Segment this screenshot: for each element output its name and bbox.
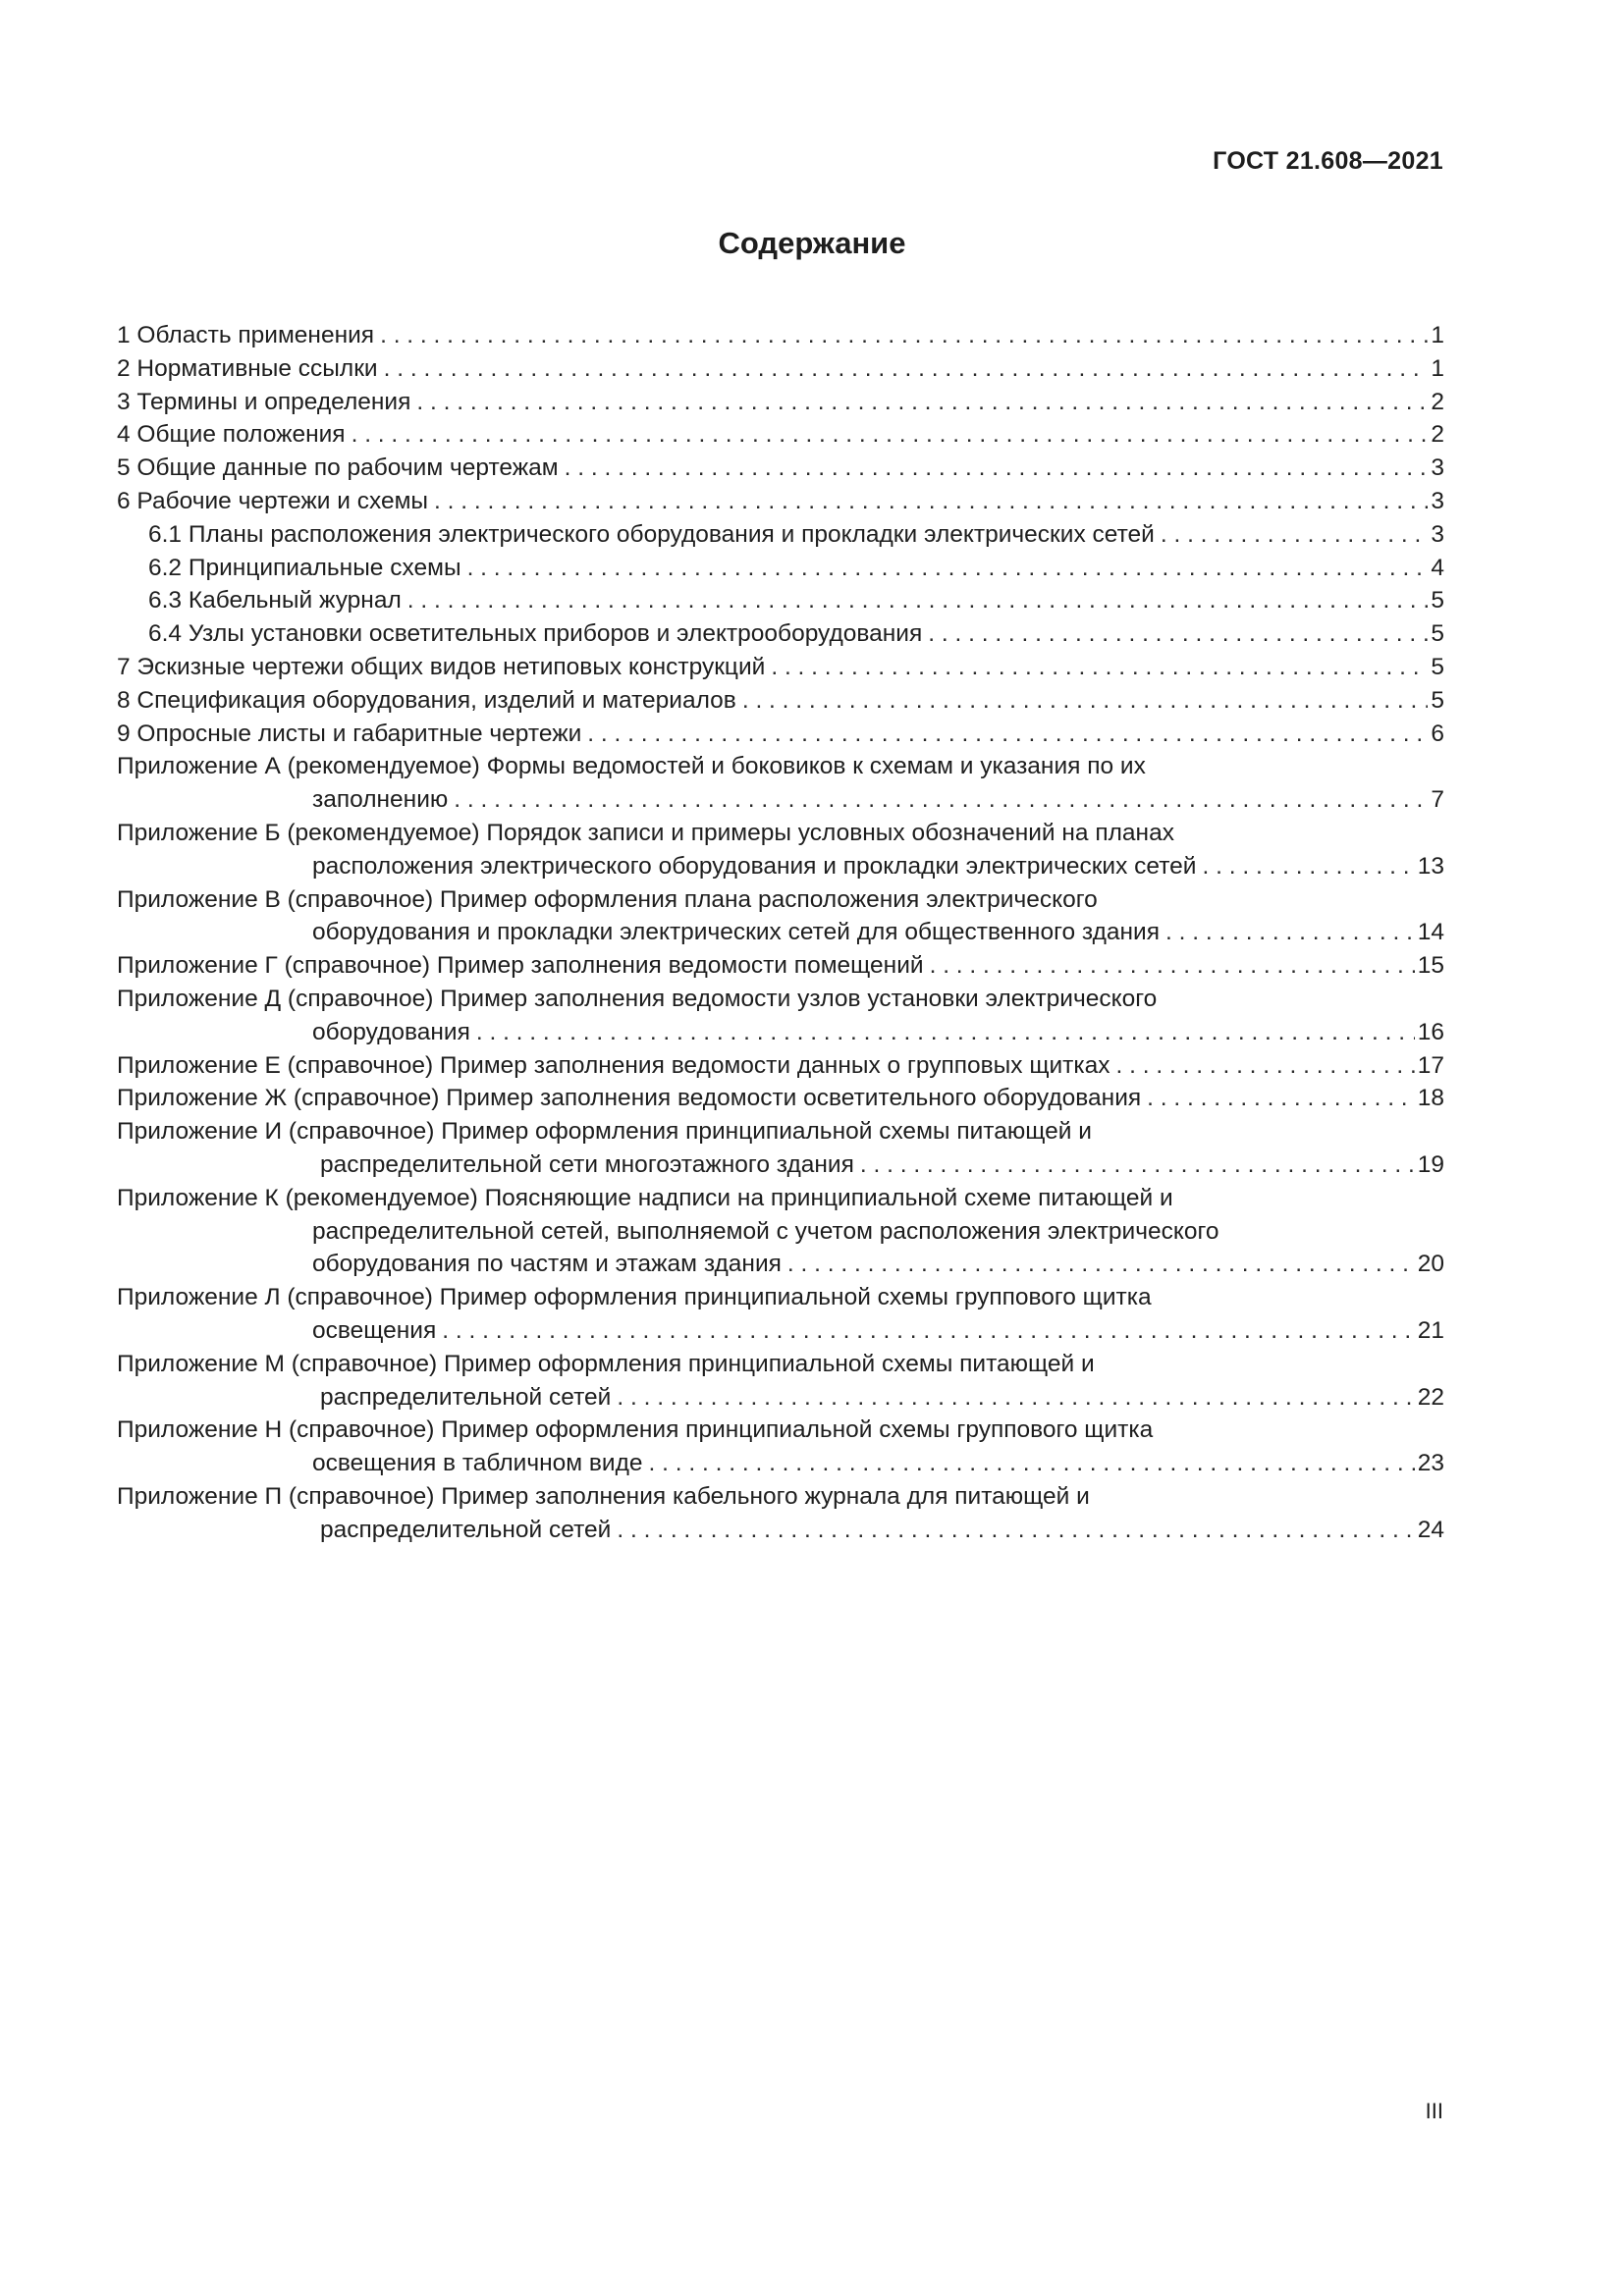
toc-entry-title-line: распределительной сетей, выполняемой с учетом расположения электрического — [312, 1217, 1219, 1245]
toc-entry-page: 5 — [1431, 686, 1444, 714]
dot-leader — [352, 418, 1429, 452]
dot-leader — [1161, 518, 1429, 552]
dot-leader — [416, 386, 1428, 419]
toc-entry-page: 1 — [1431, 322, 1444, 348]
toc-entry-page: 5 — [1431, 620, 1444, 648]
toc-entry[interactable] — [117, 684, 1444, 718]
toc-entry-title-line: Приложение Е (справочное) Пример заполнения ведомости данных о групповых щитках — [117, 1051, 1110, 1079]
toc-entry[interactable] — [117, 352, 1444, 386]
toc-entry-title-line: Приложение Ж (справочное) Пример заполнения ведомости осветительного оборудования — [117, 1085, 1142, 1112]
toc-entry-page: 3 — [1431, 454, 1444, 482]
toc-entry[interactable] — [117, 1480, 1444, 1547]
toc-entry-page: 19 — [1417, 1150, 1444, 1178]
toc-entry[interactable] — [117, 718, 1444, 751]
toc-entry-title-line: 4 Общие положения — [117, 421, 346, 449]
toc-entry-page: 18 — [1417, 1085, 1444, 1112]
dot-leader — [617, 1381, 1414, 1415]
toc-entry[interactable] — [117, 418, 1444, 452]
dot-leader — [1203, 850, 1415, 883]
toc-entry-page: 23 — [1417, 1450, 1444, 1477]
toc-entry-page: 4 — [1431, 554, 1444, 581]
toc-entry-title-line: заполнению — [312, 786, 449, 814]
toc-entry[interactable] — [117, 386, 1444, 419]
toc-entry-page: 3 — [1431, 520, 1444, 548]
toc-title: Содержание — [718, 226, 906, 260]
toc-entry[interactable] — [117, 1414, 1444, 1480]
toc-entry-page: 17 — [1417, 1051, 1444, 1079]
toc-entry-title-line: Приложение Л (справочное) Пример оформления принципиальной схемы группового щитка — [117, 1284, 1152, 1311]
page-number: III — [1425, 2099, 1443, 2123]
toc-entry-title-line: Приложение Н (справочное) Пример оформления принципиальной схемы группового щитка — [117, 1416, 1154, 1444]
toc-entry[interactable] — [117, 883, 1444, 950]
toc-entry-title-line: оборудования по частям и этажам здания — [312, 1251, 782, 1278]
dot-leader — [1165, 916, 1415, 949]
toc-entry[interactable] — [117, 1082, 1444, 1115]
toc-entry[interactable] — [117, 552, 1444, 585]
dot-leader — [771, 651, 1428, 684]
toc-entry-title-line: Приложение Б (рекомендуемое) Порядок записи и примеры условных обозначений на планах — [117, 819, 1174, 846]
dot-leader — [1147, 1082, 1415, 1115]
toc-entry-page: 24 — [1417, 1516, 1444, 1543]
toc-entry-title-line: освещения в табличном виде — [312, 1450, 643, 1477]
toc-entry[interactable] — [117, 1348, 1444, 1415]
toc-entry[interactable] — [117, 949, 1444, 983]
toc-entry-title-line: Приложение П (справочное) Пример заполнения кабельного журнала для питающей и — [117, 1482, 1090, 1510]
toc-entry-title-line: 3 Термины и определения — [117, 388, 411, 415]
toc-entry-title-line: 6.4 Узлы установки осветительных приборов и электрооборудования — [148, 620, 923, 648]
toc-entry-title-line: 7 Эскизные чертежи общих видов нетиповых конструкций — [117, 653, 766, 680]
toc-entry-page: 16 — [1417, 1018, 1444, 1045]
toc-entry-title-line: Приложение К (рекомендуемое) Поясняющие надписи на принципиальной схеме питающей и — [117, 1184, 1173, 1211]
toc-entry-title-line: распределительной сетей — [320, 1383, 612, 1411]
dot-leader — [476, 1016, 1415, 1049]
toc-entry-title-line: 6.2 Принципиальные схемы — [148, 554, 461, 581]
toc-entry-title-line: 6.1 Планы расположения электрического оборудования и прокладки электрических сетей — [148, 520, 1155, 548]
dot-leader — [617, 1514, 1414, 1547]
toc-entry[interactable] — [117, 1115, 1444, 1182]
toc-entry-title-line: 9 Опросные листы и габаритные чертежи — [117, 720, 582, 747]
toc-entry-title-line: 6 Рабочие чертежи и схемы — [117, 487, 429, 514]
toc-entry[interactable] — [117, 1182, 1444, 1281]
toc-entry-page: 3 — [1431, 487, 1444, 514]
dot-leader — [930, 949, 1415, 983]
toc-entry-page: 5 — [1431, 653, 1444, 680]
toc-entry-title-line: Приложение В (справочное) Пример оформления плана расположения электрического — [117, 885, 1098, 913]
toc-entry-title-line: 1 Область применения — [117, 322, 375, 348]
toc-entry-page: 1 — [1431, 354, 1444, 382]
toc-entry[interactable] — [117, 319, 1444, 352]
toc-entry[interactable] — [117, 750, 1444, 817]
toc-entry-page: 20 — [1417, 1251, 1444, 1278]
toc-entry-page: 5 — [1431, 587, 1444, 614]
toc-entry-title-line: Приложение Д (справочное) Пример заполнения ведомости узлов установки электрического — [117, 985, 1158, 1012]
toc-entry-title-line: Приложение М (справочное) Пример оформления принципиальной схемы питающей и — [117, 1350, 1095, 1377]
toc-entry-title-line: 8 Спецификация оборудования, изделий и материалов — [117, 686, 736, 714]
dot-leader — [928, 617, 1428, 651]
toc-entry-page: 22 — [1417, 1383, 1444, 1411]
dot-leader — [407, 584, 1429, 617]
dot-leader — [442, 1314, 1415, 1348]
dot-leader — [742, 684, 1429, 718]
toc-entry-title-line: 6.3 Кабельный журнал — [148, 587, 402, 614]
dot-leader — [1116, 1049, 1415, 1083]
toc-entry-page: 13 — [1417, 852, 1444, 880]
toc-entry-page: 14 — [1417, 919, 1444, 946]
toc-entry-page: 21 — [1417, 1316, 1444, 1344]
dot-leader — [860, 1148, 1415, 1182]
toc-entry-title-line: 5 Общие данные по рабочим чертежам — [117, 454, 559, 482]
toc-entry-page: 7 — [1431, 786, 1444, 814]
toc-entry-title-line: освещения — [312, 1316, 437, 1344]
dot-leader — [565, 452, 1429, 485]
document-code: ГОСТ 21.608—2021 — [1213, 147, 1443, 175]
toc-entry-title-line: распределительной сетей — [320, 1516, 612, 1543]
dot-leader — [587, 718, 1428, 751]
toc-entry[interactable] — [117, 452, 1444, 485]
toc-entry-title-line: Приложение Г (справочное) Пример заполнения ведомости помещений — [117, 952, 924, 980]
dot-leader — [380, 319, 1428, 352]
toc-entry-title-line: оборудования и прокладки электрических сетей для общественного здания — [312, 919, 1161, 946]
toc-entry-page: 2 — [1431, 421, 1444, 449]
dot-leader — [454, 783, 1428, 817]
dot-leader — [649, 1447, 1415, 1480]
dot-leader — [787, 1248, 1415, 1281]
toc-entry-title-line: 2 Нормативные ссылки — [117, 354, 378, 382]
dot-leader — [384, 352, 1429, 386]
toc-entry-title-line: оборудования — [312, 1018, 470, 1045]
toc-entry[interactable] — [117, 518, 1444, 552]
toc-entry-title-line: распределительной сети многоэтажного здания — [320, 1150, 854, 1178]
toc-entry[interactable] — [117, 485, 1444, 518]
dot-leader — [467, 552, 1429, 585]
toc-entry-page: 6 — [1431, 720, 1444, 747]
toc-entry-page: 2 — [1431, 388, 1444, 415]
toc-entry[interactable] — [117, 651, 1444, 684]
toc-entry[interactable] — [117, 983, 1444, 1049]
toc-entry[interactable] — [117, 1281, 1444, 1348]
toc-entry-page: 15 — [1417, 952, 1444, 980]
dot-leader — [434, 485, 1428, 518]
toc-entry[interactable] — [117, 617, 1444, 651]
toc-entry[interactable] — [117, 1049, 1444, 1083]
toc-entry[interactable] — [117, 584, 1444, 617]
table-of-contents — [117, 319, 1444, 1546]
toc-entry[interactable] — [117, 817, 1444, 883]
toc-entry-title-line: расположения электрического оборудования и прокладки электрических сетей — [312, 852, 1197, 880]
toc-entry-title-line: Приложение И (справочное) Пример оформления принципиальной схемы питающей и — [117, 1118, 1092, 1146]
toc-entry-title-line: Приложение А (рекомендуемое) Формы ведомостей и боковиков к схемам и указания по их — [117, 753, 1146, 780]
